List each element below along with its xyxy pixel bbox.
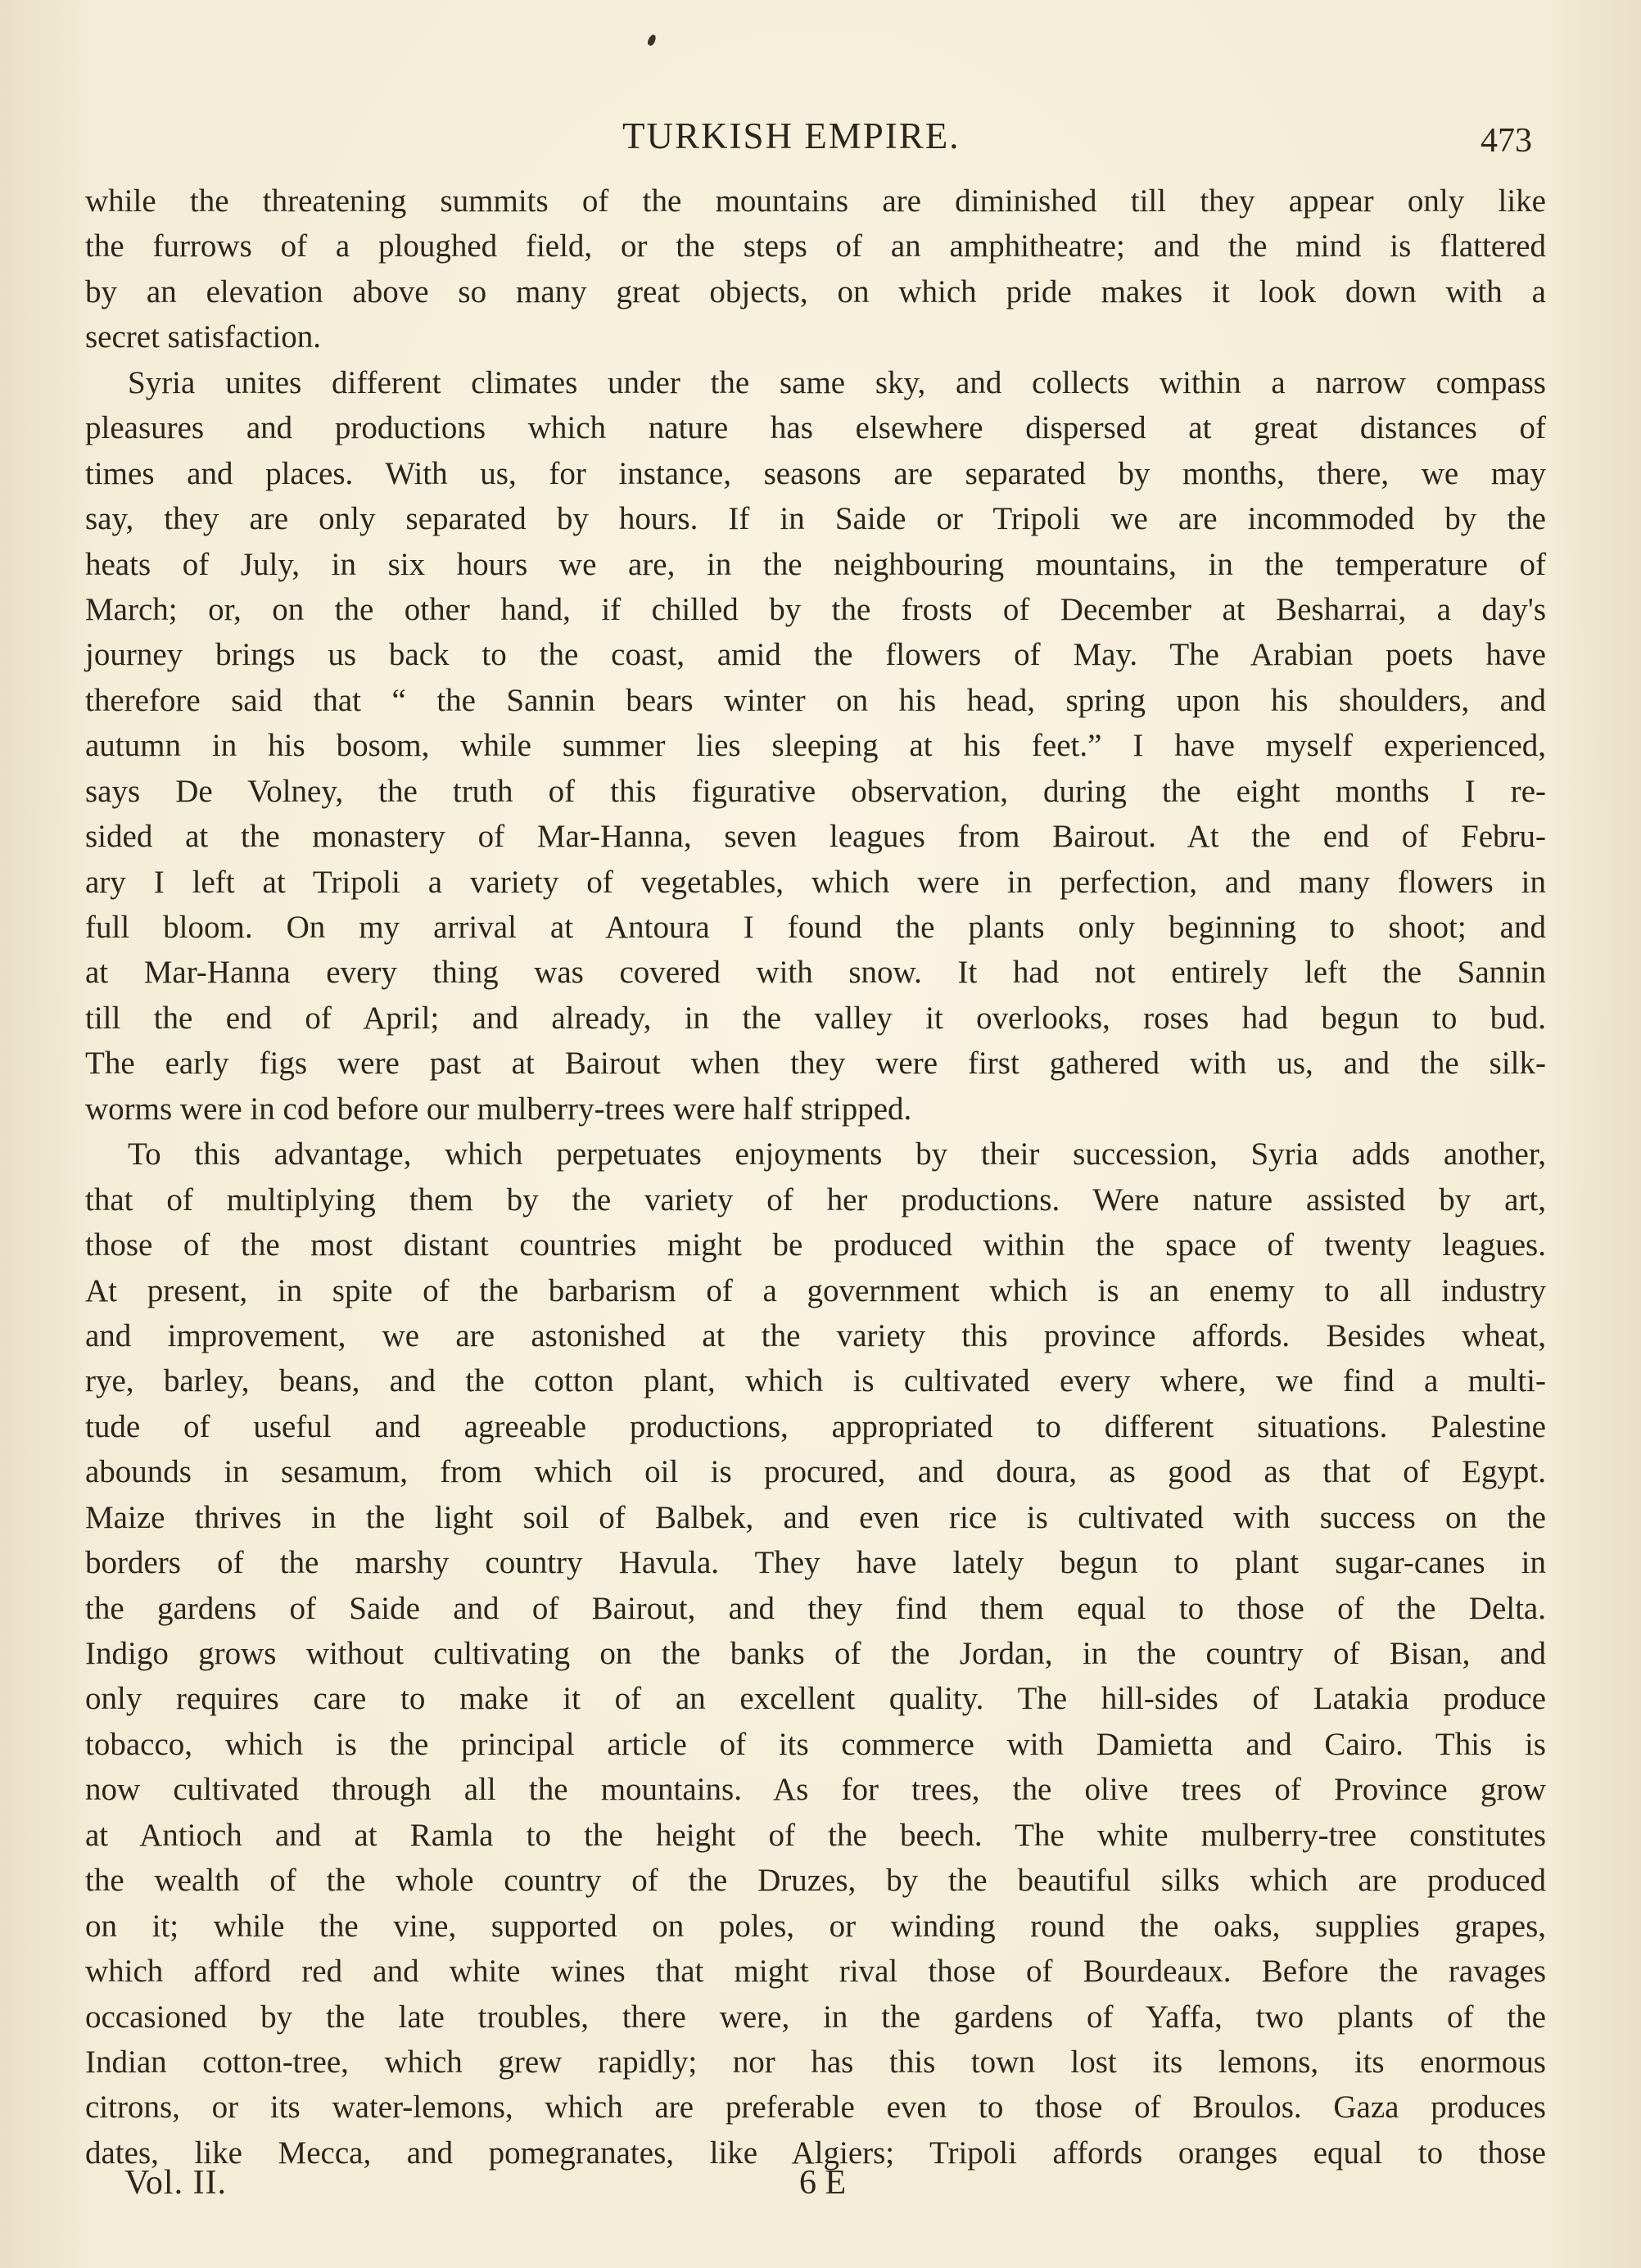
text-line: times and places. With us, for instance, seasons are separated by months, there, we may: [85, 455, 1546, 491]
text-line: worms were in cod before our mulberry-trees were half stripped.: [85, 1091, 912, 1127]
text-line: while the threatening summits of the mountains are diminished till they appear only like: [85, 183, 1546, 219]
text-line: say, they are only separated by hours. If in Saide or Tripoli we are incommoded by the: [85, 501, 1546, 537]
text-line: occasioned by the late troubles, there were, in the gardens of Yaffa, two plants of the: [85, 1999, 1546, 2035]
page-number: 473: [1481, 122, 1532, 160]
text-line: journey brings us back to the coast, amid the flowers of May. The Arabian poets have: [85, 637, 1546, 673]
text-line: The early figs were past at Bairout when they were first gathered with us, and the silk-: [85, 1046, 1546, 1082]
text-line: the wealth of the whole country of the Druzes, by the beautiful silks which are produced: [85, 1863, 1546, 1899]
text-line: tude of useful and agreeable productions, appropriated to different situations. Palestine: [85, 1408, 1546, 1444]
text-line: citrons, or its water-lemons, which are preferable even to those of Broulos. Gaza produces: [85, 2090, 1546, 2126]
text-line: tobacco, which is the principal article of its commerce with Damietta and Cairo. This is: [85, 1726, 1546, 1762]
text-line: secret satisfaction.: [85, 319, 322, 355]
page-footer: [0, 2163, 1641, 2212]
text-line: ary I left at Tripoli a variety of vegetables, which were in perfection, and many flowers in: [85, 864, 1546, 900]
text-line: the furrows of a ploughed field, or the steps of an amphitheatre; and the mind is flattered: [85, 228, 1546, 264]
text-line: Indigo grows without cultivating on the banks of the Jordan, in the country of Bisan, and: [85, 1636, 1546, 1671]
text-line: the gardens of Saide and of Bairout, and they find them equal to those of the Delta.: [85, 1590, 1546, 1626]
text-line: which afford red and white wines that might rival those of Bourdeaux. Before the ravages: [85, 1954, 1546, 1990]
text-line: and improvement, we are astonished at the variety this province affords. Besides wheat,: [85, 1317, 1546, 1353]
text-line: only requires care to make it of an excellent quality. The hill-sides of Latakia produce: [85, 1681, 1546, 1717]
text-line: Syria unites different climates under the same sky, and collects within a narrow compass: [128, 364, 1546, 400]
text-line: borders of the marshy country Havula. They have lately begun to plant sugar-canes in: [85, 1545, 1546, 1581]
text-line: dates, like Mecca, and pomegranates, like Algiers; Tripoli affords oranges equal to those: [85, 2135, 1546, 2171]
volume-label: Vol. II.: [124, 2164, 228, 2202]
text-line: Indian cotton-tree, which grew rapidly; nor has this town lost its lemons, its enormous: [85, 2044, 1546, 2080]
text-line: heats of July, in six hours we are, in the neighbouring mountains, in the temperature of: [85, 546, 1546, 582]
text-line: pleasures and productions which nature has elsewhere dispersed at great distances of: [85, 410, 1546, 446]
body-text: [85, 178, 1546, 2175]
text-line: full bloom. On my arrival at Antoura I found the plants only beginning to shoot; and: [85, 910, 1546, 945]
signature-mark: 6 E: [799, 2164, 847, 2202]
text-line: now cultivated through all the mountains. As for trees, the olive trees of Province grow: [85, 1772, 1546, 1808]
text-line: at Mar-Hanna every thing was covered with snow. It had not entirely left the Sannin: [85, 955, 1546, 991]
running-title: TURKISH EMPIRE.: [622, 115, 961, 156]
ink-mark: [646, 34, 657, 47]
text-line: autumn in his bosom, while summer lies sleeping at his feet.” I have myself experienced,: [85, 728, 1546, 764]
text-line: on it; while the vine, supported on poles, or winding round the oaks, supplies grapes,: [85, 1908, 1546, 1944]
text-line: those of the most distant countries might be produced within the space of twenty leagues.: [85, 1227, 1546, 1263]
text-line: Maize thrives in the light soil of Balbek, and even rice is cultivated with success on the: [85, 1499, 1546, 1535]
text-line: To this advantage, which perpetuates enjoyments by their succession, Syria adds another,: [128, 1136, 1546, 1172]
text-line: at Antioch and at Ramla to the height of the beech. The white mulberry-tree constitutes: [85, 1817, 1546, 1853]
text-line: abounds in sesamum, from which oil is procured, and doura, as good as that of Egypt.: [85, 1454, 1546, 1490]
text-line: by an elevation above so many great objects, on which pride makes it look down with a: [85, 273, 1546, 309]
page-header: [0, 115, 1641, 164]
text-line: At present, in spite of the barbarism of a government which is an enemy to all industry: [85, 1272, 1546, 1308]
text-line: sided at the monastery of Mar-Hanna, seven leagues from Bairout. At the end of Febru-: [85, 819, 1546, 855]
text-line: till the end of April; and already, in the valley it overlooks, roses had begun to bud.: [85, 1000, 1546, 1036]
text-line: says De Volney, the truth of this figurative observation, during the eight months I re-: [85, 773, 1546, 809]
text-line: March; or, on the other hand, if chilled by the frosts of December at Besharrai, a day's: [85, 591, 1546, 627]
text-line: rye, barley, beans, and the cotton plant, which is cultivated every where, we find a multi-: [85, 1363, 1546, 1399]
text-line: that of multiplying them by the variety of her productions. Were nature assisted by art,: [85, 1181, 1546, 1218]
text-line: therefore said that “ the Sannin bears winter on his head, spring upon his shoulders, and: [85, 682, 1546, 718]
